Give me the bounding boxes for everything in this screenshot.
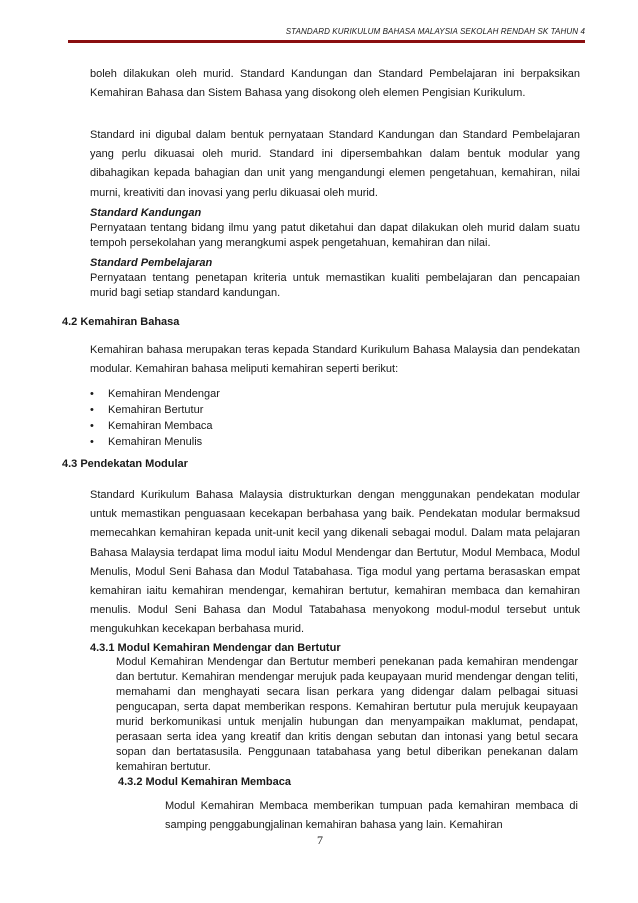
bullet-icon: •: [90, 436, 94, 448]
bullet-icon: •: [90, 404, 94, 416]
bullet-icon: •: [90, 420, 94, 432]
section-4-3-heading: 4.3 Pendekatan Modular: [62, 458, 188, 470]
header-rule: [68, 40, 585, 43]
section-4-3-2-heading: 4.3.2 Modul Kemahiran Membaca: [118, 776, 291, 788]
running-header: STANDARD KURIKULUM BAHASA MALAYSIA SEKOLAH RENDAH SK TAHUN 4: [285, 27, 585, 36]
intro-paragraph: boleh dilakukan oleh murid. Standard Kandungan dan Standard Pembelajaran ini berpaksikan Kemahiran Bahasa dan Sistem Bahasa yang disokong oleh elemen Pengisian Kurikulum.: [90, 68, 580, 100]
section-4-3-1-text: Modul Kemahiran Mendengar dan Bertutur memberi penekanan pada kemahiran mendengar dan bertutur. Kemahiran mendengar merujuk pada keupayaan murid mendengar dengan teliti, memahami dan menghayati secara lisan perkara yang didengar dalam pelbagai situasi pengucapan, serta dapat memberikan respons. Kemahiran bertutur pula merujuk keupayaan murid berkomunikasi untuk menjalin hubungan dan menyampaikan maklumat, pendapat, perasaan serta idea yang kreatif dan kritis dengan sebutan dan intonasi yang betul secara sopan dan bertatasusila. Penggunaan tatabahasa yang betul diberikan penekanan dalam kemahiran bertutur.: [116, 656, 578, 773]
section-4-3-1-heading: 4.3.1 Modul Kemahiran Mendengar dan Bertutur: [90, 642, 341, 654]
list-item: [90, 386, 220, 402]
section-4-3-text: Standard Kurikulum Bahasa Malaysia distrukturkan dengan menggunakan pendekatan modular untuk memastikan penguasaan kecekapan berbahasa yang baik. Pendekatan modular bermaksud memecahkan kemahiran kepada unit-unit kecil yang dikenali sebagai modul. Dalam mata pelajaran Bahasa Malaysia terdapat lima modul iaitu Modul Mendengar dan Bertutur, Modul Membaca, Modul Menulis, Modul Seni Bahasa dan Modul Tatabahasa. Tiga modul yang pertama berasaskan empat kemahiran iaitu kemahiran mendengar, kemahiran bertutur, kemahiran membaca dan kemahiran menulis. Modul Seni Bahasa dan Modul Tatabahasa menyokong modul-modul tersebut untuk mengukuhkan kecekapan berbahasa murid.: [90, 489, 580, 636]
standard-pembelajaran-text: Pernyataan tentang penetapan kriteria untuk memastikan kualiti pembelajaran dan pencapaian murid bagi setiap standard kandungan.: [90, 272, 580, 299]
bullet-icon: •: [90, 388, 94, 400]
kemahiran-list: [90, 386, 220, 450]
list-item: [90, 418, 220, 434]
format-paragraph: Standard ini digubal dalam bentuk pernyataan Standard Kandungan dan Standard Pembelajaran yang perlu dikuasai oleh murid. Standard ini dipersembahkan dalam bentuk modular yang dibahagikan kepada bahagian dan unit yang mengandungi elemen pengetahuan, kemahiran, nilai murni, kreativiti dan inovasi yang perlu dikuasai oleh murid.: [90, 129, 580, 199]
list-item-label: Kemahiran Menulis: [108, 436, 203, 448]
list-item-label: Kemahiran Mendengar: [108, 388, 220, 400]
section-4-2-text: Kemahiran bahasa merupakan teras kepada Standard Kurikulum Bahasa Malaysia dan pendekatan modular. Kemahiran bahasa meliputi kemahiran seperti berikut:: [90, 344, 580, 376]
page-number: 7: [317, 833, 323, 847]
list-item-label: Kemahiran Bertutur: [108, 404, 204, 416]
section-4-3-2-text: Modul Kemahiran Membaca memberikan tumpuan pada kemahiran membaca di samping penggabungjalinan kemahiran bahasa yang lain. Kemahiran: [165, 800, 578, 832]
standard-pembelajaran-heading: Standard Pembelajaran: [90, 257, 213, 269]
standard-pembelajaran-block: [90, 256, 580, 301]
list-item: [90, 402, 220, 418]
standard-kandungan-text: Pernyataan tentang bidang ilmu yang patut diketahui dan dapat dilakukan oleh murid dalam suatu tempoh persekolahan yang merangkumi aspek pengetahuan, kemahiran dan nilai.: [90, 222, 580, 249]
standard-kandungan-heading: Standard Kandungan: [90, 207, 202, 219]
list-item: [90, 434, 220, 450]
section-4-2-heading: 4.2 Kemahiran Bahasa: [62, 316, 180, 328]
standard-kandungan-block: [90, 206, 580, 251]
list-item-label: Kemahiran Membaca: [108, 420, 213, 432]
